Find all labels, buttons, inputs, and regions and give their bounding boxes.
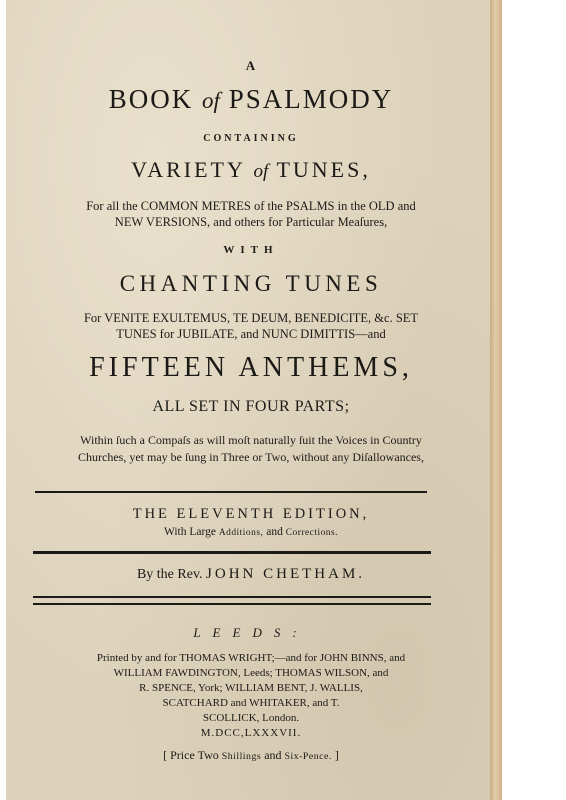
compass-line-2: Churches, yet may be ſung in Three or Two, without any Diſallowances, — [78, 450, 424, 464]
anthems-heading: FIFTEEN ANTHEMS, — [89, 352, 413, 383]
book-title-word: BOOK — [108, 84, 194, 114]
author-line — [6, 566, 496, 583]
imprint-city: LEEDS: — [193, 625, 309, 640]
lower-rule-top — [33, 596, 431, 598]
edition-title: THE ELEVENTH EDITION, — [132, 506, 370, 522]
imprint-line-5: SCOLLICK, London. — [202, 712, 300, 724]
edition-subtitle — [6, 526, 496, 538]
imprint-year: M.DCC,LXXXVII. — [200, 727, 302, 739]
edition-corrections: Corrections. — [285, 528, 339, 538]
title-page — [6, 0, 496, 800]
variety-word: VARIETY — [131, 157, 246, 182]
compass-line-1: Within ſuch a Compaſs as will moſt naturally ſuit the Voices in Country — [80, 433, 422, 447]
containing-label: CONTAINING — [203, 133, 299, 144]
price-and: and — [264, 748, 282, 762]
edition-with: With Large — [163, 526, 216, 538]
title-article: A — [245, 58, 257, 73]
book-title-of: of — [202, 88, 220, 113]
metres-line-2: NEW VERSIONS, and others for Particular Meaſures, — [114, 215, 388, 229]
variety-of: of — [253, 161, 269, 182]
chant-desc-line-1: For VENITE EXULTEMUS, TE DEUM, BENEDICITE, &c. SET — [83, 311, 419, 325]
page-edge — [490, 0, 502, 800]
upper-rule — [35, 491, 427, 493]
four-parts-heading: ALL SET IN FOUR PARTS; — [152, 398, 350, 415]
chant-desc-line-2: TUNES for JUBILATE, and NUNC DIMITTIS—and — [116, 327, 386, 341]
variety-title — [6, 157, 496, 183]
imprint-line-4: SCATCHARD and WHITAKER, and T. — [162, 697, 340, 709]
chanting-tunes-heading: CHANTING TUNES — [119, 271, 383, 296]
price-shillings: Shillings — [221, 751, 262, 762]
lower-rule-bottom — [33, 603, 431, 605]
imprint-line-1: Printed by and for THOMAS WRIGHT;—and for JOHN BINNS, and — [96, 652, 406, 664]
imprint-line-2: WILLIAM FAWDINGTON, Leeds; THOMAS WILSON, and — [113, 667, 389, 679]
with-label: WITH — [223, 244, 279, 256]
price-sixpence: Six-Pence. — [284, 751, 332, 762]
book-title-psalmody: PSALMODY — [228, 84, 394, 114]
variety-tunes: TUNES, — [276, 157, 371, 182]
edition-additions: Additions, — [218, 528, 264, 538]
author-by: By the Rev. — [136, 567, 203, 582]
metres-line-1: For all the COMMON METRES of the PSALMS in the OLD and — [86, 199, 416, 213]
price-line — [6, 748, 496, 763]
imprint-line-3: R. SPENCE, York; WILLIAM BENT, J. WALLIS, — [139, 682, 363, 694]
book-title — [6, 84, 496, 115]
price-close: ] — [334, 748, 339, 762]
price-open: [ Price Two — [163, 748, 219, 762]
edition-and: and — [266, 526, 283, 538]
middle-rule — [33, 551, 431, 554]
author-name: JOHN CHETHAM. — [206, 566, 366, 582]
